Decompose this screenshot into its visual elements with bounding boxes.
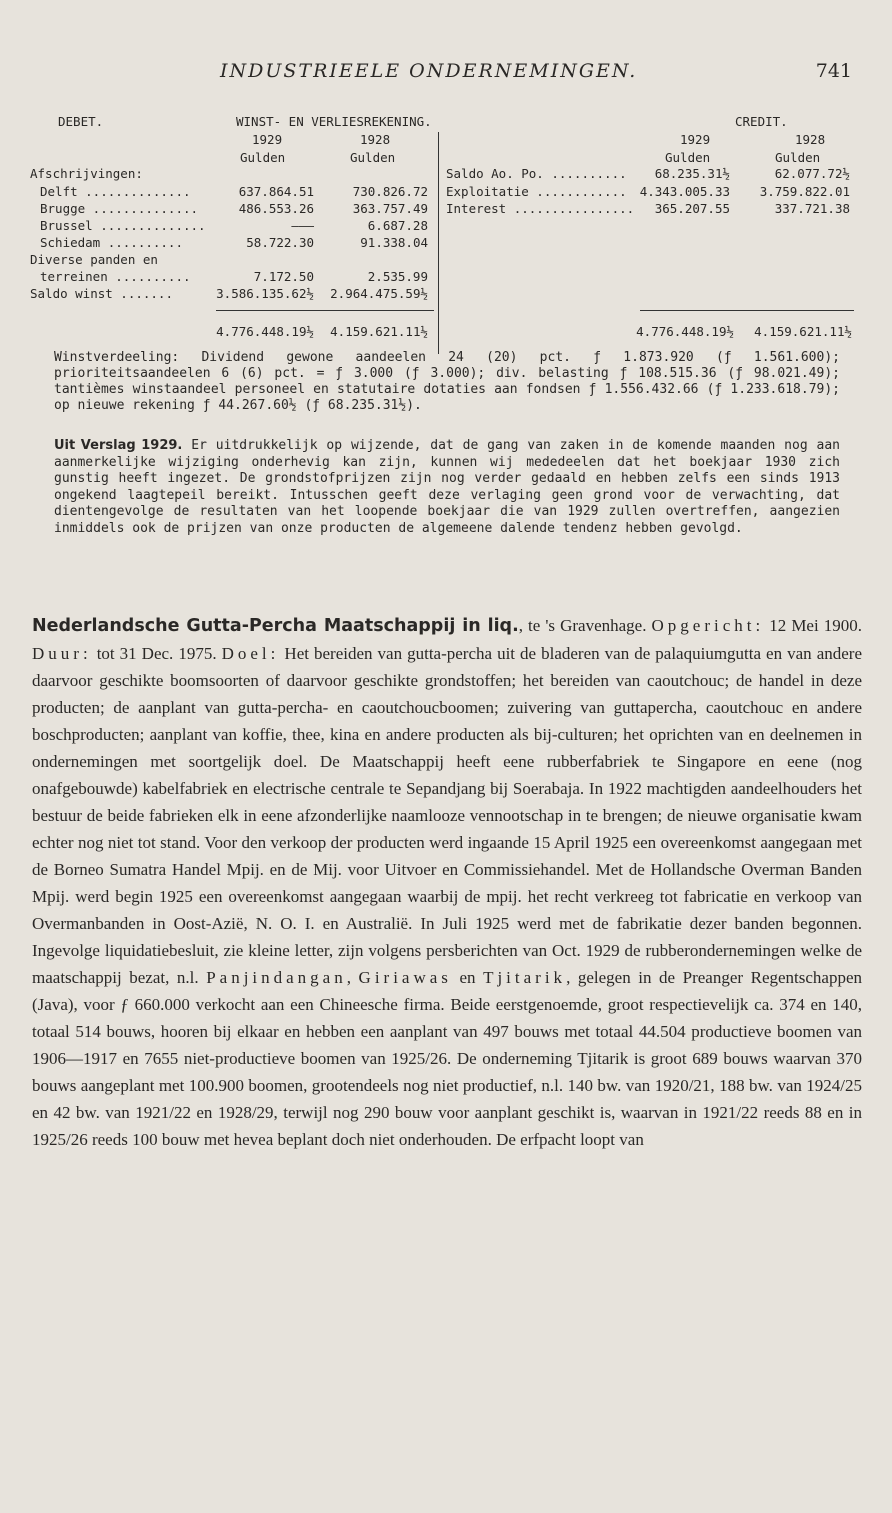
debit-row-label: terreinen ..........	[40, 269, 191, 284]
debit-total-1929: 4.776.448.19½	[216, 324, 314, 339]
credit-total-1928: 4.159.621.11½	[754, 324, 852, 339]
duration-value: tot 31 Dec. 1975.	[91, 644, 217, 663]
credit-value-1928: 62.077.72½	[774, 166, 850, 181]
profit-distribution: Winstverdeeling: Dividend gewone aandeelen 24 (20) pct. ƒ 1.873.920 (ƒ 1.561.600); prioriteitsaandeelen 6 (6) pct. = ƒ 3.000 (ƒ 3.000); div. belasting ƒ 108.515.36 (ƒ 98.021.49); tantièmes winstaandeel personeel en statutaire dotaties aan fondsen ƒ 1.556.432.66 (ƒ 1.233.618.79); op nieuwe rekening ƒ 44.267.60½ (ƒ 68.235.31½).	[54, 350, 840, 413]
report-heading: Uit Verslag 1929.	[54, 438, 183, 453]
debit-total-1928: 4.159.621.11½	[330, 324, 428, 339]
debit-row-label: Brussel ..............	[40, 218, 206, 233]
debit-year-1929: 1929	[252, 132, 283, 147]
company-location: , te 's Gravenhage.	[518, 616, 647, 635]
debit-unit-1929: Gulden	[240, 150, 286, 165]
account-title: WINST- EN VERLIESREKENING.	[236, 114, 432, 129]
estate-name: Panjindangan	[206, 968, 347, 987]
debit-value-1928: 2.964.475.59½	[330, 286, 428, 301]
column-divider	[438, 132, 439, 354]
purpose-label: Doel:	[221, 644, 280, 663]
company-entry	[32, 612, 862, 1153]
founded-value: 12 Mei 1900.	[764, 616, 862, 635]
debit-total-rule	[216, 310, 434, 311]
credit-unit-1928: Gulden	[775, 150, 821, 165]
debit-value-1928: 363.757.49	[352, 201, 428, 216]
debit-value-1929: 58.722.30	[246, 235, 314, 250]
credit-total-1929: 4.776.448.19½	[636, 324, 734, 339]
founded-label: Opgericht:	[651, 616, 765, 635]
annual-report-excerpt	[54, 438, 840, 537]
credit-year-1929: 1929	[680, 132, 711, 147]
debit-row-label: Schiedam ..........	[40, 235, 183, 250]
credit-value-1929: 4.343.005.33	[639, 184, 730, 199]
debit-row-label: Diverse panden en	[30, 252, 158, 267]
credit-value-1929: 68.235.31½	[654, 166, 730, 181]
profit-loss-account	[0, 110, 892, 350]
debit-unit-1928: Gulden	[350, 150, 396, 165]
debit-row-label: Saldo winst .......	[30, 286, 173, 301]
running-title: INDUSTRIEELE ONDERNEMINGEN.	[220, 60, 638, 82]
duration-label: Duur:	[32, 644, 92, 663]
estate-separator: ,	[346, 968, 359, 987]
debit-year-1928: 1928	[360, 132, 391, 147]
estate-separator: en	[451, 968, 484, 987]
debit-value-1928: 730.826.72	[352, 184, 428, 199]
credit-row-label: Interest ................	[446, 201, 635, 216]
credit-row-label: Saldo Ao. Po. ..........	[446, 166, 627, 181]
debit-value-1929: 3.586.135.62½	[216, 286, 314, 301]
debit-row-label: Brugge ..............	[40, 201, 199, 216]
debit-value-1928: 91.338.04	[360, 235, 428, 250]
estate-name: Giriawas	[358, 968, 452, 987]
debet-label: DEBET.	[58, 114, 104, 129]
credit-unit-1929: Gulden	[665, 150, 711, 165]
debit-row-label: Afschrijvingen:	[30, 166, 143, 181]
debit-value-1928: 2.535.99	[367, 269, 428, 284]
estate-name: Tjitarik	[483, 968, 567, 987]
company-text-part-2: , gelegen in de Preanger Regentschappen (Java), voor ƒ 660.000 verkocht aan een Chineesche firma. Beide eerstgenoemde, groot respectievelijk ca. 374 en 140, totaal 514 bouws, hooren bij elkaar en hebben een aanplant van 497 bouws met totaal 44.504 productieve boomen van 1906—1917 en 7655 niet-productieve boomen van 1925/26. De onderneming Tjitarik is groot 689 bouws waarvan 370 bouws aangeplant met 100.900 boomen, grootendeels nog niet productief, n.l. 140 bw. van 1920/21, 188 bw. van 1924/25 en 42 bw. van 1921/22 en 1928/29, terwijl nog 290 bouw voor aanplant geschikt is, waarvan in 1921/22 reeds 88 en in 1925/26 reeds 100 bouw met hevea beplant doch niet onderhouden. De erfpacht loopt van	[32, 968, 863, 1149]
company-name: Nederlandsche Gutta-Percha Maatschappij in liq.	[32, 616, 519, 636]
credit-row-label: Exploitatie ............	[446, 184, 627, 199]
credit-value-1928: 3.759.822.01	[759, 184, 850, 199]
company-text-part-1: Het bereiden van gutta-percha uit de bladeren van de palaquiumgutta en van andere daarvoor geschikte boomsoorten of daarvoor geschikte grondstoffen; het bereiden van caoutchouc; de handel in deze producten; de aanplant van gutta-percha- en caoutchoucboomen; zuivering van guttapercha, caoutchouc en andere boschproducten; aanplant van koffie, thee, kina en andere producten als bij-culturen; het oprichten van en deelnemen in ondernemingen met soortgelijk doel. De Maatschappij heeft eene rubberfabriek te Singapore en eene (nog onafgebouwde) kabelfabriek en electrische centrale te Sepandjang bij Soerabaja. In 1922 machtigden aandeelhouders het bestuur de beide fabrieken elk in eene afzonderlijke naamlooze vennootschap in te brengen; de nieuwe organisatie kwam echter nog niet tot stand. Voor den verkoop der producten werd ingaande 15 April 1925 een overeenkomst aangegaan met de Borneo Sumatra Handel Mpij. en de Mij. voor Uitvoer en Commissiehandel. Met de Hollandsche Overman Banden Mpij. werd begin 1925 een overeenkomst aangegaan waarbij de mpij. het recht verkreeg tot fabricatie en verkoop van Overmanbanden in Oost-Azië, N. O. I. en Australië. In Juli 1925 werd met de fabrikatie dezer banden begonnen. Ingevolge liquidatiebesluit, zie kleine letter, zijn volgens persberichten van Oct. 1929 de rubberondernemingen welke de maatschappij bezat, n.l.	[32, 644, 862, 987]
debit-value-1929: ———	[291, 218, 314, 233]
debit-value-1929: 637.864.51	[238, 184, 314, 199]
credit-year-1928: 1928	[795, 132, 826, 147]
credit-value-1929: 365.207.55	[654, 201, 730, 216]
debit-value-1928: 6.687.28	[367, 218, 428, 233]
credit-value-1928: 337.721.38	[774, 201, 850, 216]
report-text: Er uitdrukkelijk op wijzende, dat de gang van zaken in de komende maanden nog aan aanmerkelijke wijziging onderhevig kan zijn, kunnen wij mededeelen dat het boekjaar 1930 zich gunstig heeft ingezet. De grondstofprijzen zijn nog verder gedaald en hebben zelfs een sinds 1913 ongekend laagtepeil bereikt. Intusschen geeft deze verlaging geen grond voor de verwachting, dat dientengevolge de resultaten van het loopende boekjaar die van 1929 zullen overtreffen, aangezien inmiddels ook de prijzen van onze producten de algemeene dalende tendenz hebben gevolgd.	[54, 438, 841, 536]
credit-label: CREDIT.	[735, 114, 788, 129]
debit-value-1929: 7.172.50	[253, 269, 314, 284]
debit-value-1929: 486.553.26	[238, 201, 314, 216]
page-number: 741	[815, 60, 852, 82]
debit-row-label: Delft ..............	[40, 184, 191, 199]
credit-total-rule	[640, 310, 854, 311]
page-header	[0, 60, 892, 90]
